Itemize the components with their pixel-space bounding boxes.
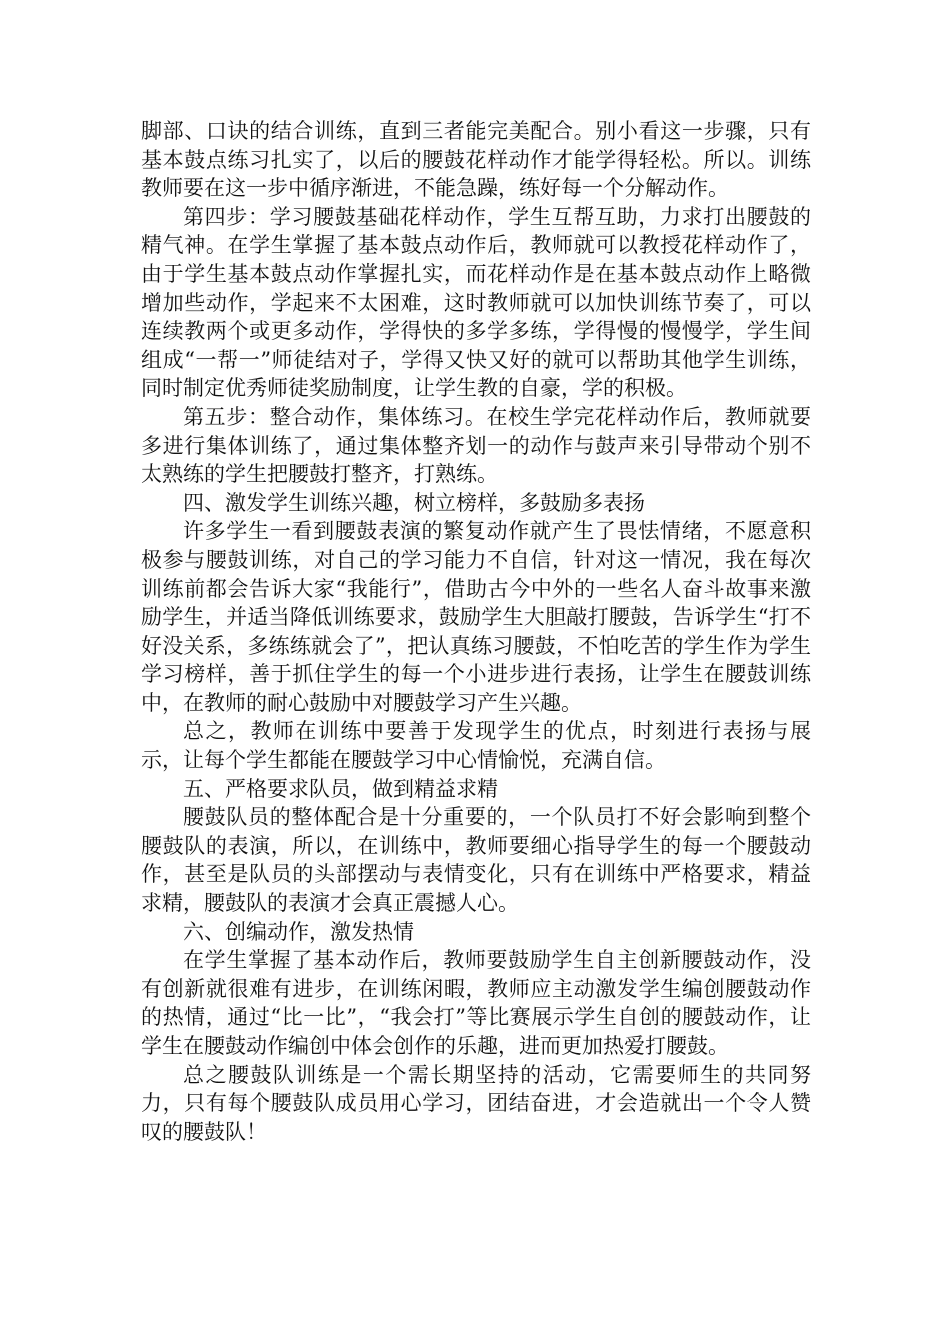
document-body bbox=[141, 117, 811, 1146]
section-heading-five: 五、严格要求队员，做到精益求精 bbox=[183, 776, 498, 801]
paragraph-section-six-body: 在学生掌握了基本动作后，教师要鼓励学生自主创新腰鼓动作，没有创新就很难有进步，在训练闲暇，教师应主动激发学生编创腰鼓动作的热情，通过“比一比”，“我会打”等比赛展示学生自创的腰鼓动作，让学生在腰鼓动作编创中体会创作的乐趣，进而更加热爱打腰鼓。 bbox=[141, 948, 811, 1058]
paragraph-step-four: 第四步：学习腰鼓基础花样动作，学生互帮互助，力求打出腰鼓的精气神。在学生掌握了基本鼓点动作后，教师就可以教授花样动作了，由于学生基本鼓点动作掌握扎实，而花样动作是在基本鼓点动作上略微增加些动作，学起来不太困难，这时教师就可以加快训练节奏了，可以连续教两个或更多动作，学得快的多学多练，学得慢的慢慢学，学生间组成“一帮一”师徒结对子，学得又快又好的就可以帮助其他学生训练，同时制定优秀师徒奖励制度，让学生教的自豪，学的积极。 bbox=[141, 204, 811, 401]
paragraph-section-five-body: 腰鼓队员的整体配合是十分重要的，一个队员打不好会影响到整个腰鼓队的表演，所以，在训练中，教师要细心指导学生的每一个腰鼓动作，甚至是队员的头部摆动与表情变化，只有在训练中严格要求，精益求精，腰鼓队的表演才会真正震撼人心。 bbox=[141, 805, 811, 916]
paragraph-section-four-body: 许多学生一看到腰鼓表演的繁复动作就产生了畏怯情绪，不愿意积极参与腰鼓训练，对自己的学习能力不自信，针对这一情况，我在每次训练前都会告诉大家“我能行”，借助古今中外的一些名人奋斗故事来激励学生，并适当降低训练要求，鼓励学生大胆敲打腰鼓，告诉学生“打不好没关系，多练练就会了”，把认真练习腰鼓，不怕吃苦的学生作为学生学习榜样，善于抓住学生的每一个小进步进行表扬，让学生在腰鼓训练中，在教师的耐心鼓励中对腰鼓学习产生兴趣。 bbox=[141, 519, 811, 715]
section-heading-six: 六、创编动作，激发热情 bbox=[183, 919, 414, 944]
paragraph-conclusion: 总之腰鼓队训练是一个需长期坚持的活动，它需要师生的共同努力，只有每个腰鼓队成员用心学习，团结奋进，才会造就出一个令人赞叹的腰鼓队！ bbox=[141, 1062, 811, 1144]
paragraph-continued: 脚部、口诀的结合训练，直到三者能完美配合。别小看这一步骤，只有基本鼓点练习扎实了，以后的腰鼓花样动作才能学得轻松。所以。训练教师要在这一步中循序渐进，不能急躁，练好每一个分解动作。 bbox=[141, 119, 811, 201]
section-heading-four: 四、激发学生训练兴趣，树立榜样，多鼓励多表扬 bbox=[183, 490, 645, 515]
paragraph-section-four-summary: 总之，教师在训练中要善于发现学生的优点，时刻进行表扬与展示，让每个学生都能在腰鼓学习中心情愉悦，充满自信。 bbox=[141, 719, 811, 773]
paragraph-step-five: 第五步：整合动作，集体练习。在校生学完花样动作后，教师就要多进行集体训练了，通过集体整齐划一的动作与鼓声来引导带动个别不太熟练的学生把腰鼓打整齐，打熟练。 bbox=[141, 404, 811, 487]
